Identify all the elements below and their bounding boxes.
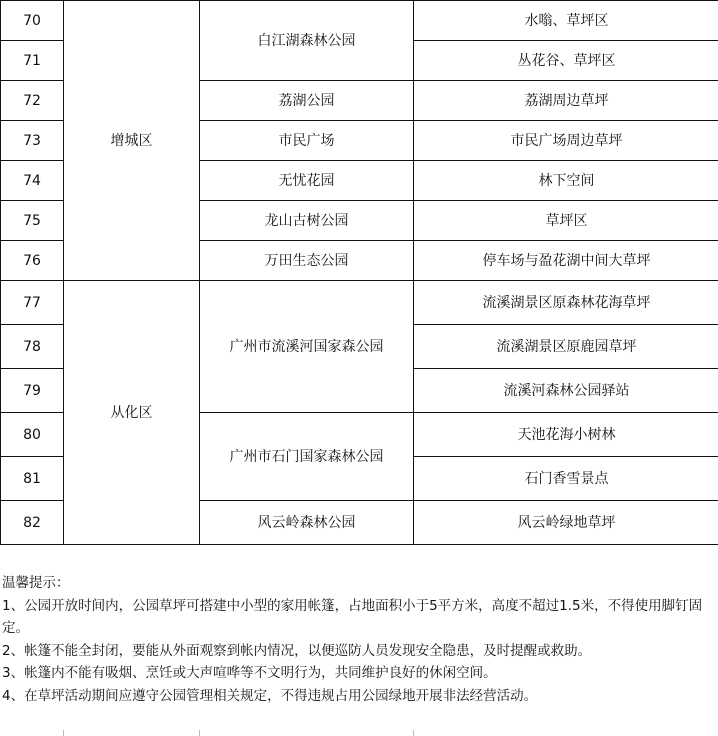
tips-section: [2, 572, 716, 707]
park-cell: 无忧花园: [200, 161, 414, 201]
area-cell: 荔湖周边草坪: [414, 81, 718, 121]
row-number: 77: [1, 281, 64, 325]
area-cell: 林下空间: [414, 161, 718, 201]
area-cell: 石门香雪景点: [414, 457, 718, 501]
row-number: 79: [1, 369, 64, 413]
tip-3: 3、帐篷内不能有吸烟、烹饪或大声喧哗等不文明行为，共同维护良好的休闲空间。: [2, 665, 497, 681]
row-number: 74: [1, 161, 64, 201]
park-cell: 广州市流溪河国家森公园: [200, 281, 414, 413]
next-table-edge: [0, 730, 718, 736]
district-cell: 从化区: [64, 281, 200, 545]
row-number: 73: [1, 121, 64, 161]
tip-2: 2、帐篷不能全封闭，要能从外面观察到帐内情况，以便巡防人员发现安全隐患，及时提醒或救助。: [2, 642, 592, 659]
park-cell: 广州市石门国家森林公园: [200, 413, 414, 501]
tip-4: 4、在草坪活动期间应遵守公园管理相关规定，不得违规占用公园绿地开展非法经营活动。: [2, 687, 538, 704]
park-cell: 风云岭森林公园: [200, 501, 414, 545]
area-cell: 天池花海小树林: [414, 413, 718, 457]
row-number: 81: [1, 457, 64, 501]
table-row: [1, 281, 718, 325]
area-cell: 水嗡、草坪区: [414, 1, 718, 41]
row-number: 71: [1, 41, 64, 81]
row-number: 82: [1, 501, 64, 545]
area-cell: 丛花谷、草坪区: [414, 41, 718, 81]
area-cell: 停车场与盈花湖中间大草坪: [414, 241, 718, 281]
row-number: 75: [1, 201, 64, 241]
area-cell: 流溪河森林公园驿站: [414, 369, 718, 413]
area-cell: 草坪区: [414, 201, 718, 241]
district-cell: 增城区: [64, 1, 200, 281]
tips-title: 温馨提示：: [2, 575, 70, 591]
area-cell: 市民广场周边草坪: [414, 121, 718, 161]
row-number: 76: [1, 241, 64, 281]
area-cell: 流溪湖景区原森林花海草坪: [414, 281, 718, 325]
area-cell: 流溪湖景区原鹿园草坪: [414, 325, 718, 369]
tip-1: 1、公园开放时间内，公园草坪可搭建中小型的家用帐篷，占地面积小于5平方米，高度不超过1.5米，不得使用脚钉固定。: [2, 597, 703, 636]
row-number: 80: [1, 413, 64, 457]
table-row: [1, 1, 718, 41]
row-number: 70: [1, 1, 64, 41]
park-cell: 龙山古树公园: [200, 201, 414, 241]
park-cell: 市民广场: [200, 121, 414, 161]
row-number: 72: [1, 81, 64, 121]
area-cell: 风云岭绿地草坪: [414, 501, 718, 545]
park-cell: 白江湖森林公园: [200, 1, 414, 81]
park-cell: 荔湖公园: [200, 81, 414, 121]
row-number: 78: [1, 325, 64, 369]
park-cell: 万田生态公园: [200, 241, 414, 281]
